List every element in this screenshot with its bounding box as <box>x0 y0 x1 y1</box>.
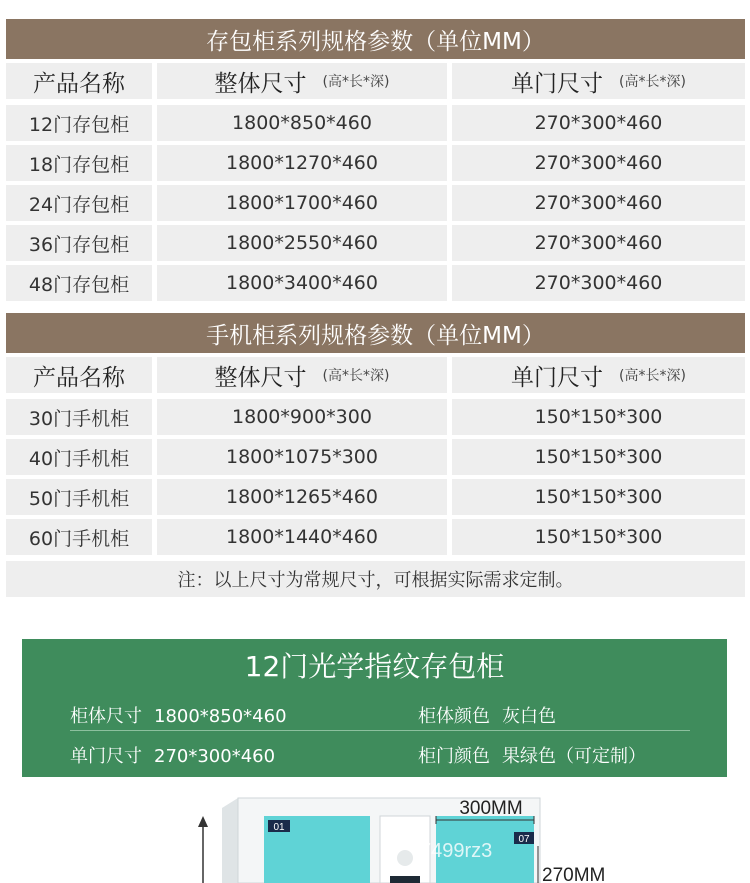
locker-illustration <box>0 780 750 883</box>
header-door: 单门尺寸 (高*长*深) <box>452 357 745 393</box>
door-color: 柜门颜色 果绿色（可定制） <box>418 746 646 767</box>
cell-door: 270*300*460 <box>452 105 745 141</box>
header-overall: 整体尺寸 (高*长*深) <box>157 63 447 99</box>
cell-name: 40门手机柜 <box>6 439 152 475</box>
table-row <box>6 439 745 475</box>
cell-name: 60门手机柜 <box>6 519 152 555</box>
cell-overall: 1800*1440*460 <box>157 519 447 555</box>
header-door: 单门尺寸 (高*长*深) <box>452 63 745 99</box>
cell-name: 18门存包柜 <box>6 145 152 181</box>
table-row <box>6 145 745 181</box>
door-number-right: 07 <box>518 834 530 845</box>
header-overall: 整体尺寸 (高*长*深) <box>157 357 447 393</box>
cell-name: 30门手机柜 <box>6 399 152 435</box>
table-row <box>6 479 745 515</box>
header-name: 产品名称 <box>6 63 152 99</box>
height-arrow-head <box>198 816 208 827</box>
door-number-left: 01 <box>273 822 285 833</box>
cell-overall: 1800*2550*460 <box>157 225 447 261</box>
bag-locker-header-row <box>6 63 745 99</box>
phone-locker-header-row <box>6 357 745 393</box>
table-row <box>6 519 745 555</box>
height-label: 270MM <box>542 865 606 883</box>
cell-door: 270*300*460 <box>452 265 745 301</box>
cell-name: 50门手机柜 <box>6 479 152 515</box>
cell-name: 12门存包柜 <box>6 105 152 141</box>
cell-overall: 1800*1270*460 <box>157 145 447 181</box>
header-name: 产品名称 <box>6 357 152 393</box>
cell-door: 150*150*300 <box>452 519 745 555</box>
watermark: 7499rz3 <box>420 840 493 862</box>
cell-overall: 1800*3400*460 <box>157 265 447 301</box>
cell-door: 270*300*460 <box>452 145 745 181</box>
cell-overall: 1800*900*300 <box>157 399 447 435</box>
cell-door: 270*300*460 <box>452 225 745 261</box>
locker-side <box>222 798 238 883</box>
phone-locker-title: 手机柜系列规格参数（单位MM） <box>6 313 745 353</box>
cell-overall: 1800*1265*460 <box>157 479 447 515</box>
product-panel <box>22 639 727 777</box>
width-label: 300MM <box>459 798 523 819</box>
scanner-icon <box>390 876 420 883</box>
table-row <box>6 399 745 435</box>
divider <box>70 730 690 731</box>
table-row <box>6 105 745 141</box>
body-size: 柜体尺寸 1800*850*460 <box>70 706 287 727</box>
door-size: 单门尺寸 270*300*460 <box>70 746 276 767</box>
cell-name: 24门存包柜 <box>6 185 152 221</box>
footnote: 注：以上尺寸为常规尺寸，可根据实际需求定制。 <box>6 561 745 597</box>
table-row <box>6 265 745 301</box>
speaker-icon <box>397 850 413 866</box>
cell-door: 150*150*300 <box>452 439 745 475</box>
cell-door: 150*150*300 <box>452 399 745 435</box>
cell-door: 150*150*300 <box>452 479 745 515</box>
bag-locker-title: 存包柜系列规格参数（单位MM） <box>6 19 745 59</box>
body-color: 柜体颜色 灰白色 <box>418 706 556 727</box>
cell-overall: 1800*850*460 <box>157 105 447 141</box>
product-title: 12门光学指纹存包柜 <box>244 650 505 683</box>
cell-name: 48门存包柜 <box>6 265 152 301</box>
cell-door: 270*300*460 <box>452 185 745 221</box>
table-row <box>6 225 745 261</box>
cell-overall: 1800*1075*300 <box>157 439 447 475</box>
cell-overall: 1800*1700*460 <box>157 185 447 221</box>
table-row <box>6 185 745 221</box>
cell-name: 36门存包柜 <box>6 225 152 261</box>
